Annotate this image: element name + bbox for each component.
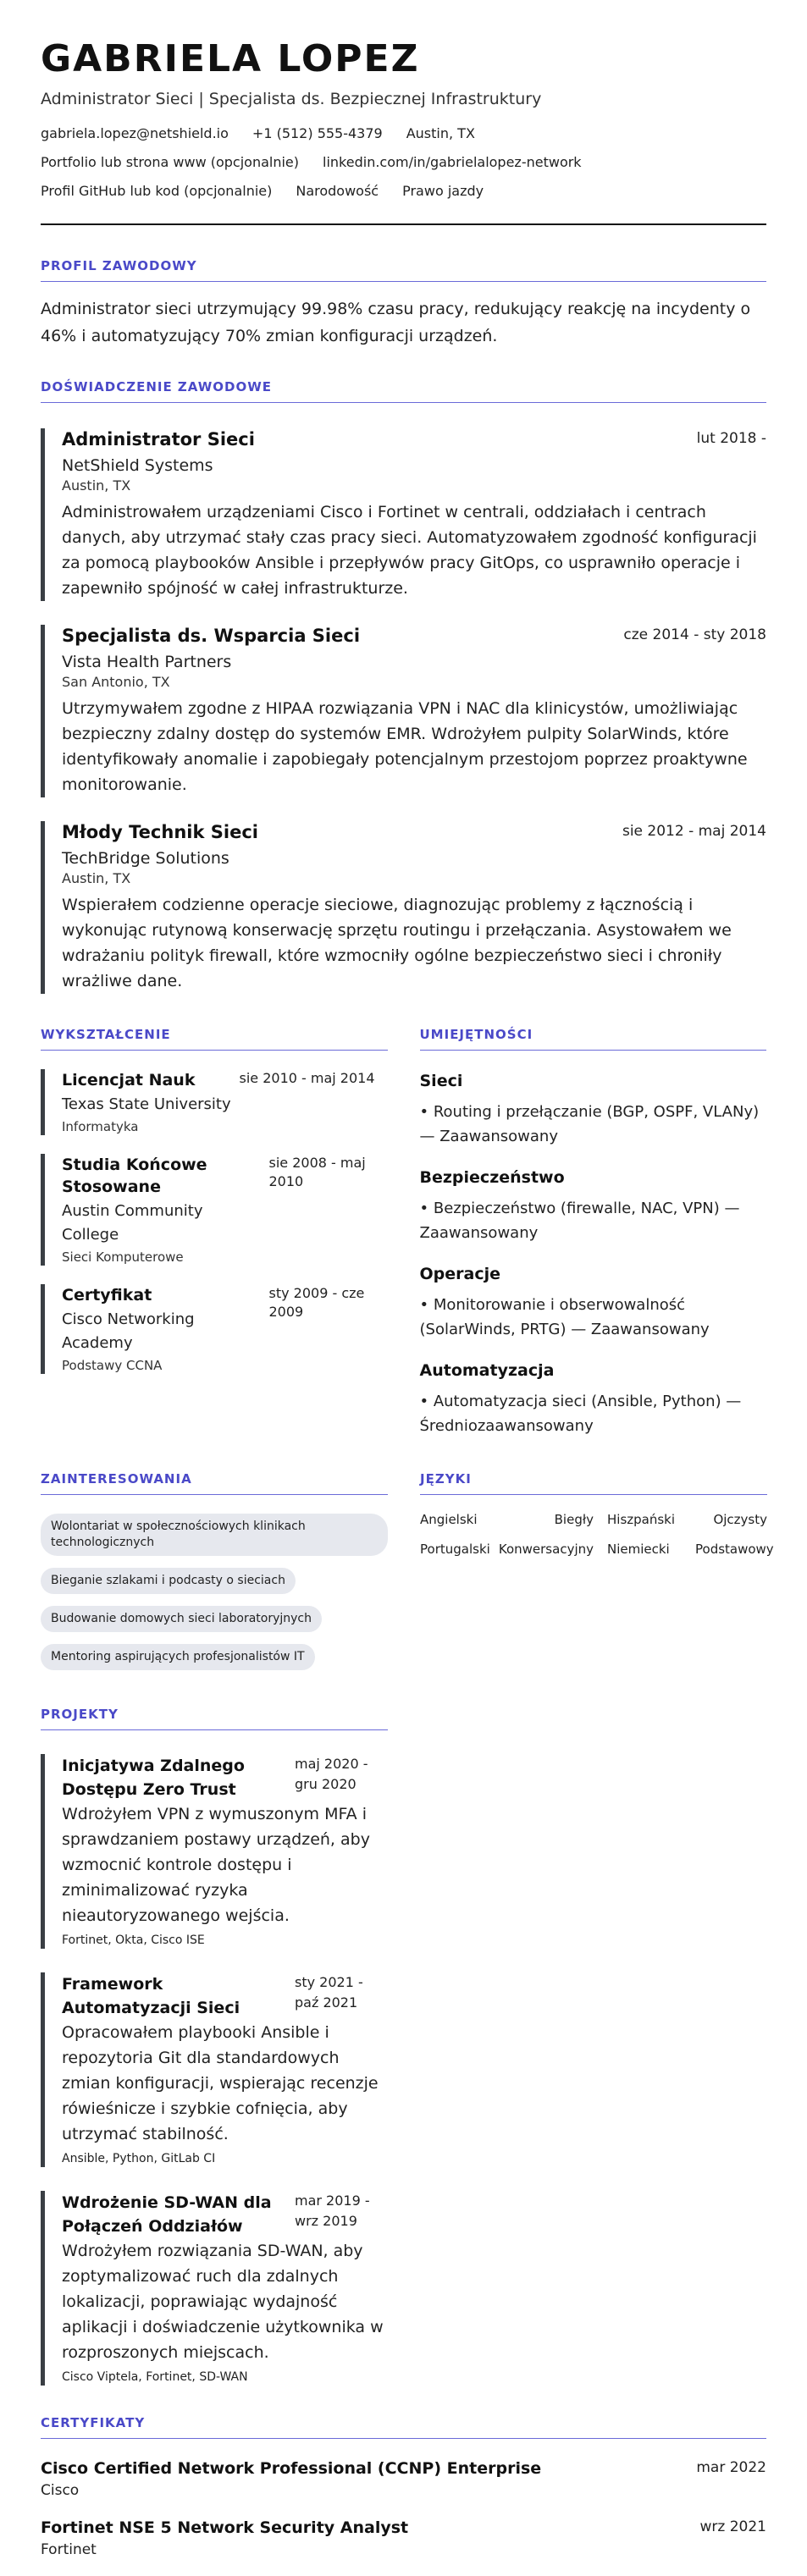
- education-field: Sieci Komputerowe: [62, 1249, 184, 1265]
- language-name: Hiszpański: [607, 1512, 676, 1527]
- project-date: sty 2021 - paź 2021: [295, 1974, 363, 2011]
- education-degree: Licencjat Nauk: [62, 1071, 196, 1089]
- education-field: Informatyka: [62, 1119, 139, 1134]
- languages-grid: [420, 1512, 774, 1558]
- language-level: Biegły: [554, 1512, 594, 1527]
- education-degree: Studia Końcowe Stosowane: [62, 1156, 207, 1196]
- project-description: Wdrożyłem VPN z wymuszonym MFA i sprawdzaniem postawy urządzeń, aby wzmocnić kontrole dostępu i zminimalizować ryzyka nieautoryzowanego wejścia.: [62, 1805, 370, 1925]
- project-description: Opracowałem playbooki Ansible i repozytoria Git dla standardowych zmian konfiguracji, wspierając recenzje rówieśnicze i szybkie cofnięcia, aby utrzymać stabilność.: [62, 2023, 379, 2143]
- certification-name: Cisco Certified Network Professional (CCNP) Enterprise: [41, 2459, 542, 2478]
- experience-role: Specjalista ds. Wsparcia Sieci: [62, 626, 361, 646]
- project-entry: [41, 1754, 388, 1949]
- skill-item: • Routing i przełączanie (BGP, OSPF, VLANy) — Zaawansowany: [419, 1103, 760, 1145]
- experience-company: NetShield Systems: [62, 456, 213, 475]
- experience-list: [41, 428, 766, 994]
- project-date: maj 2020 - gru 2020: [295, 1756, 368, 1792]
- experience-description: Administrowałem urządzeniami Cisco i Fortinet w centrali, oddziałach i centrach danych, aby utrzymać stały czas pracy sieci. Automatyzowałem zgodność konfiguracji za pomocą playbooków Ansible i przepływów pracy GitOps, co usprawniło operacje i zapewniło spójność w całej infrastrukturze.: [62, 503, 757, 598]
- education-school: Texas State University: [62, 1095, 231, 1113]
- language-name: Niemiecki: [607, 1542, 670, 1557]
- education-entry: [41, 1284, 388, 1374]
- skill-group-title: Operacje: [419, 1265, 500, 1283]
- project-entry: [41, 1972, 388, 2167]
- experience-location: Austin, TX: [62, 870, 131, 886]
- header-divider: [41, 223, 766, 225]
- interest-tag: Budowanie domowych sieci laboratoryjnych: [41, 1606, 322, 1632]
- language-level: Podstawowy: [695, 1542, 774, 1557]
- experience-role: Młody Technik Sieci: [62, 822, 258, 842]
- experience-location: Austin, TX: [62, 477, 131, 494]
- certifications-section-title: CERTYFIKATY: [41, 2414, 766, 2439]
- experience-date: sie 2012 - maj 2014: [622, 823, 766, 840]
- certification-date: mar 2022: [696, 2459, 766, 2476]
- interests-section-title: ZAINTERESOWANIA: [41, 1470, 388, 1495]
- interests-languages-row: [41, 1470, 774, 1682]
- candidate-headline: Administrator Sieci | Specjalista ds. Bezpiecznej Infrastruktury: [41, 90, 542, 108]
- contact-row-1: [41, 125, 766, 142]
- education-date: sie 2010 - maj 2014: [239, 1070, 375, 1086]
- contact-nationality: Narodowość: [296, 183, 379, 199]
- interest-tag: Bieganie szlakami i podcasty o sieciach: [41, 1568, 296, 1594]
- summary-text: Administrator sieci utrzymujący 99.98% czasu pracy, redukujący reakcję na incydenty o 46% i automatyzujący 70% zmian konfiguracji urządzeń.: [41, 300, 751, 345]
- certification-name: Fortinet NSE 5 Network Security Analyst: [41, 2518, 409, 2537]
- summary-section-title: PROFIL ZAWODOWY: [41, 257, 766, 282]
- education-entry: [41, 1154, 388, 1266]
- contact-row-2: [41, 154, 766, 171]
- skill-item: • Bezpieczeństwo (firewalle, NAC, VPN) — Zaawansowany: [419, 1200, 740, 1242]
- certification-issuer: Fortinet: [41, 2541, 97, 2558]
- education-entry: [41, 1069, 388, 1135]
- experience-entry: [41, 625, 766, 797]
- contact-email[interactable]: gabriela.lopez@netshield.io: [41, 125, 229, 141]
- interest-tags: [41, 1514, 388, 1682]
- contact-row-3: [41, 183, 766, 200]
- skill-group-title: Sieci: [419, 1072, 463, 1090]
- project-entry: [41, 2191, 388, 2386]
- education-date: sie 2008 - maj 2010: [268, 1155, 366, 1189]
- experience-description: Utrzymywałem zgodne z HIPAA rozwiązania VPN i NAC dla klinicystów, umożliwiając bezpieczny zdalny dostęp do systemów EMR. Wdrożyłem pulpity SolarWinds, które identyfikowały anomalie i zapobiegały potencjalnym przestojom poprzez proaktywne monitorowanie.: [62, 699, 748, 794]
- certification-date: wrz 2021: [699, 2518, 766, 2535]
- education-degree: Certyfikat: [62, 1286, 152, 1305]
- languages-column: [420, 1470, 774, 1682]
- project-tech: Fortinet, Okta, Cisco ISE: [62, 1933, 205, 1947]
- education-column: [41, 1026, 388, 1438]
- skill-group-title: Bezpieczeństwo: [419, 1168, 565, 1187]
- project-date: mar 2019 - wrz 2019: [295, 2193, 370, 2229]
- skills-section-title: UMIEJĘTNOŚCI: [420, 1026, 767, 1051]
- experience-company: Vista Health Partners: [62, 653, 232, 671]
- skill-item: • Monitorowanie i obserwowalność (SolarWinds, PRTG) — Zaawansowany: [419, 1296, 710, 1338]
- interest-tag: Wolontariat w społecznościowych klinikach technologicznych: [41, 1514, 388, 1556]
- skills-column: [420, 1026, 767, 1438]
- experience-role: Administrator Sieci: [62, 429, 255, 450]
- language-name: Portugalski: [420, 1542, 490, 1557]
- education-school: Cisco Networking Academy: [62, 1310, 195, 1352]
- project-description: Wdrożyłem rozwiązania SD-WAN, aby zoptymalizować ruch dla zdalnych lokalizacji, poprawiając wydajność aplikacji i doświadczenie użytkownika w rozproszonych miejscach.: [62, 2242, 384, 2362]
- experience-date: lut 2018 -: [696, 430, 766, 447]
- candidate-name: GABRIELA LOPEZ: [41, 37, 420, 80]
- project-name: Framework Automatyzacji Sieci: [62, 1975, 240, 2017]
- project-tech: Cisco Viptela, Fortinet, SD-WAN: [62, 2370, 248, 2384]
- experience-entry: [41, 428, 766, 601]
- experience-description: Wspierałem codzienne operacje sieciowe, diagnozując problemy z łącznością i wykonując rutynową konserwację sprzętu routingu i przełączania. Asystowałem we wdrażaniu polityk firewall, które wzmocniły ogólne bezpieczeństwo sieci i chroniły wrażliwe dane.: [62, 896, 732, 990]
- experience-entry: [41, 821, 766, 994]
- language-level: Konwersacyjny: [498, 1542, 594, 1557]
- education-section-title: WYKSZTAŁCENIE: [41, 1026, 388, 1051]
- education-skills-row: [41, 1026, 766, 1438]
- contact-portfolio[interactable]: Portfolio lub strona www (opcjonalnie): [41, 154, 300, 170]
- projects-column: [41, 1706, 388, 2386]
- education-date: sty 2009 - cze 2009: [268, 1285, 365, 1320]
- certification-entry: [41, 2457, 766, 2500]
- interest-tag: Mentoring aspirujących profesjonalistów IT: [41, 1644, 315, 1670]
- certification-issuer: Cisco: [41, 2482, 80, 2499]
- education-school: Austin Community College: [62, 1202, 203, 1244]
- language-name: Angielski: [420, 1512, 478, 1527]
- contact-location: Austin, TX: [406, 125, 475, 141]
- experience-company: TechBridge Solutions: [62, 849, 229, 868]
- language-level: Ojczysty: [713, 1512, 767, 1527]
- skill-group-title: Automatyzacja: [419, 1361, 555, 1380]
- education-field: Podstawy CCNA: [62, 1358, 163, 1373]
- resume-header: [41, 36, 766, 225]
- experience-section-title: DOŚWIADCZENIE ZAWODOWE: [41, 378, 766, 403]
- project-name: Wdrożenie SD-WAN dla Połączeń Oddziałów: [62, 2193, 272, 2236]
- contact-license: Prawo jazdy: [402, 183, 484, 199]
- languages-section-title: JĘZYKI: [420, 1470, 767, 1495]
- certification-entry: [41, 2517, 766, 2559]
- skill-item: • Automatyzacja sieci (Ansible, Python) — Średniozaawansowany: [419, 1393, 742, 1435]
- contact-github[interactable]: Profil GitHub lub kod (opcjonalnie): [41, 183, 273, 199]
- experience-location: San Antonio, TX: [62, 674, 170, 690]
- project-tech: Ansible, Python, GitLab CI: [62, 2152, 216, 2165]
- contact-phone[interactable]: +1 (512) 555-4379: [251, 125, 383, 141]
- experience-date: cze 2014 - sty 2018: [623, 626, 766, 643]
- project-name: Inicjatywa Zdalnego Dostępu Zero Trust: [62, 1757, 245, 1799]
- contact-linkedin[interactable]: linkedin.com/in/gabrielalopez-network: [323, 154, 582, 170]
- projects-section-title: PROJEKTY: [41, 1706, 388, 1730]
- interests-column: [41, 1470, 388, 1682]
